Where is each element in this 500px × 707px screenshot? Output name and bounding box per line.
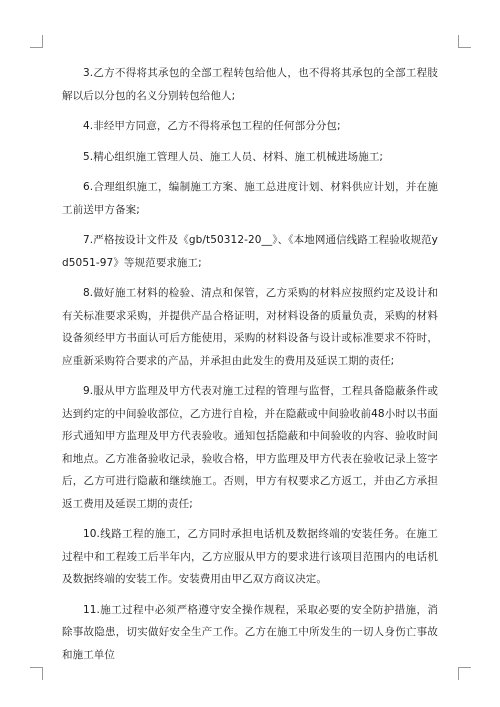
paragraph-8: 8.做好施工材料的检验、清点和保管，乙方采购的材料应按照约定及设计和有关标准要求采购，并提供产品合格证明，对材料设备的质量负责，采购的材料设备须经甲方书面认可后方能使用，采购的材料设备与设计或标准要求不符时，应重新采购符合要求的产品，并承担由此发生的费用及延误工期的责任;	[62, 287, 438, 367]
paragraph-11: 11.施工过程中必须严格遵守安全操作规程，采取必要的安全防护措施，消除事故隐患，切实做好安全生产工作。乙方在施工中所发生的一切人身伤亡事故和施工单位	[62, 603, 438, 661]
crop-mark-top-left	[30, 35, 43, 48]
paragraph-5: 5.精心组织施工管理人员、施工人员、材料、施工机械进场施工;	[83, 150, 384, 163]
crop-mark-bottom-left	[30, 667, 43, 680]
paragraph-9: 9.服从甲方监理及甲方代表对施工过程的管理与监督，工程具备隐蔽条件或达到约定的中间验收部位，乙方进行自检，并在隐蔽或中间验收前48小时以书面形式通知甲方监理及甲方代表验收。通知包括隐蔽和中间验收的内容、验收时间和地点。乙方准备验收记录，验收合格，甲方监理及甲方代表在验收记录上签字后，乙方可进行隐蔽和继续施工。否则，甲方有权要求乙方返工，并由乙方承担返工费用及延误工期的责任;	[62, 385, 438, 510]
paragraph-4: 4.非经甲方同意，乙方不得将承包工程的任何部分分包;	[83, 120, 341, 132]
paragraph-10: 10.线路工程的施工，乙方同时承担电话机及数据终端的安装任务。在施工过程中和工程竣工后半年内，乙方应服从甲方的要求进行该项目范围内的电话机及数据终端的安装工作。安装费用由甲乙双方商议决定。	[62, 528, 438, 585]
paragraph-7: 7.严格按设计文件及《gb/t50312-20__》、《本地网通信线路工程验收规范yd5051-97》等规范要求施工;	[62, 234, 438, 269]
paragraph-6: 6.合理组织施工，编制施工方案、施工总进度计划、材料供应计划，并在施工前送甲方备案;	[62, 181, 438, 216]
document-body	[62, 62, 438, 674]
crop-mark-top-right	[458, 35, 471, 48]
paragraph-3: 3.乙方不得将其承包的全部工程转包给他人，也不得将其承包的全部工程肢解以后以分包的名义分别转包给他人;	[62, 67, 438, 102]
crop-mark-bottom-right	[458, 667, 471, 680]
